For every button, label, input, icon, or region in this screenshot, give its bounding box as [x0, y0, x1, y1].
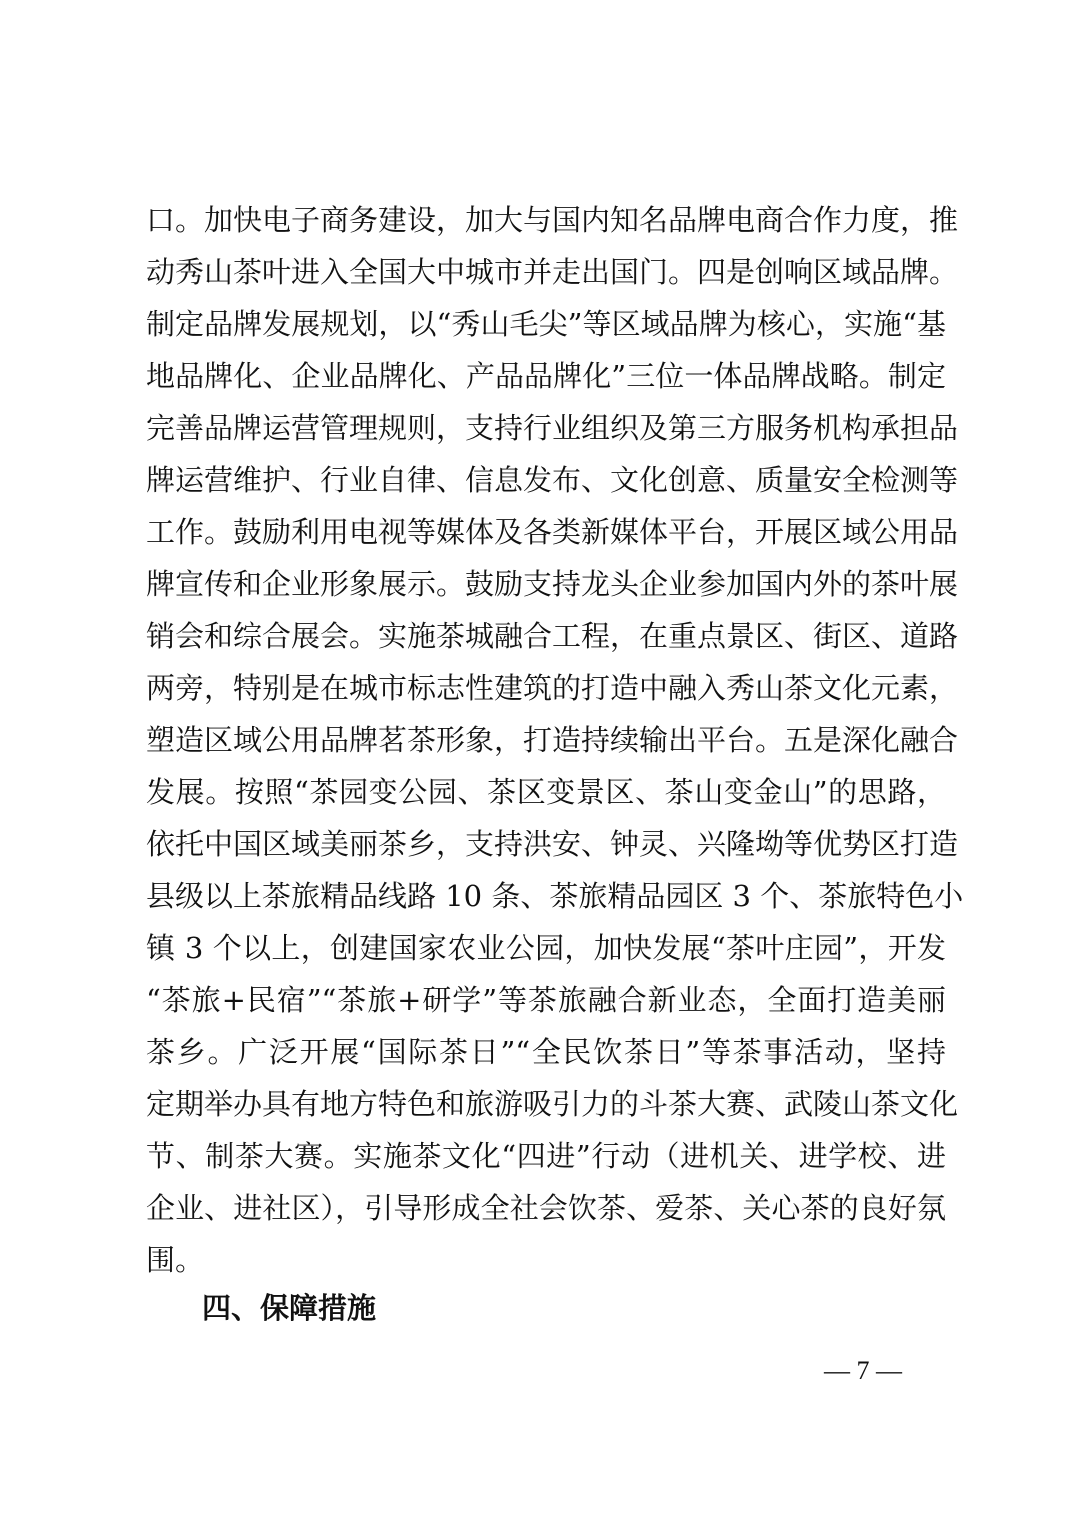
text-line: 工作。鼓励利用电视等媒体及各类新媒体平台，开展区域公用品 — [146, 515, 959, 549]
section-heading: 四、保障措施 — [202, 1291, 377, 1325]
text-line: 完善品牌运营管理规则，支持行业组织及第三方服务机构承担品 — [146, 411, 959, 445]
text-line: 塑造区域公用品牌茗茶形象，打造持续输出平台。五是深化融合 — [146, 723, 959, 757]
text-line: 动秀山茶叶进入全国大中城市并走出国门。四是创响区域品牌。 — [146, 255, 959, 289]
text-line: 依托中国区域美丽茶乡，支持洪安、钟灵、兴隆坳等优势区打造 — [146, 827, 959, 861]
text-line: 围。 — [146, 1243, 205, 1277]
text-line: “茶旅+民宿”“茶旅+研学”等茶旅融合新业态，全面打造美丽 — [146, 983, 946, 1017]
text-line: 地品牌化、企业品牌化、产品品牌化”三位一体品牌战略。制定 — [146, 359, 946, 393]
text-line: 口。加快电子商务建设，加大与国内知名品牌电商合作力度，推 — [146, 203, 959, 237]
text-line: 制定品牌发展规划，以“秀山毛尖”等区域品牌为核心，实施“基 — [146, 307, 946, 341]
text-line: 牌运营维护、行业自律、信息发布、文化创意、质量安全检测等 — [146, 463, 959, 497]
body-paragraph — [146, 194, 964, 1286]
text-line: 县级以上茶旅精品线路 10 条、茶旅精品园区 3 个、茶旅特色小 — [146, 879, 964, 913]
text-line: 定期举办具有地方特色和旅游吸引力的斗茶大赛、武陵山茶文化 — [146, 1087, 959, 1121]
text-line: 销会和综合展会。实施茶城融合工程，在重点景区、街区、道路 — [146, 619, 959, 653]
text-line: 发展。按照“茶园变公园、茶区变景区、茶山变金山”的思路， — [146, 775, 946, 809]
text-line: 牌宣传和企业形象展示。鼓励支持龙头企业参加国内外的茶叶展 — [146, 567, 959, 601]
text-line: 企业、进社区），引导形成全社会饮茶、爱茶、关心茶的良好氛 — [146, 1191, 946, 1225]
text-line: 茶乡。广泛开展“国际茶日”“全民饮茶日”等茶事活动，坚持 — [146, 1035, 946, 1069]
page-number: — 7 — — [824, 1356, 902, 1385]
text-line: 节、制茶大赛。实施茶文化“四进”行动（进机关、进学校、进 — [146, 1139, 946, 1173]
text-line: 镇 3 个以上，创建国家农业公园，加快发展“茶叶庄园”，开发 — [146, 931, 946, 965]
text-line: 两旁，特别是在城市标志性建筑的打造中融入秀山茶文化元素， — [146, 671, 959, 705]
